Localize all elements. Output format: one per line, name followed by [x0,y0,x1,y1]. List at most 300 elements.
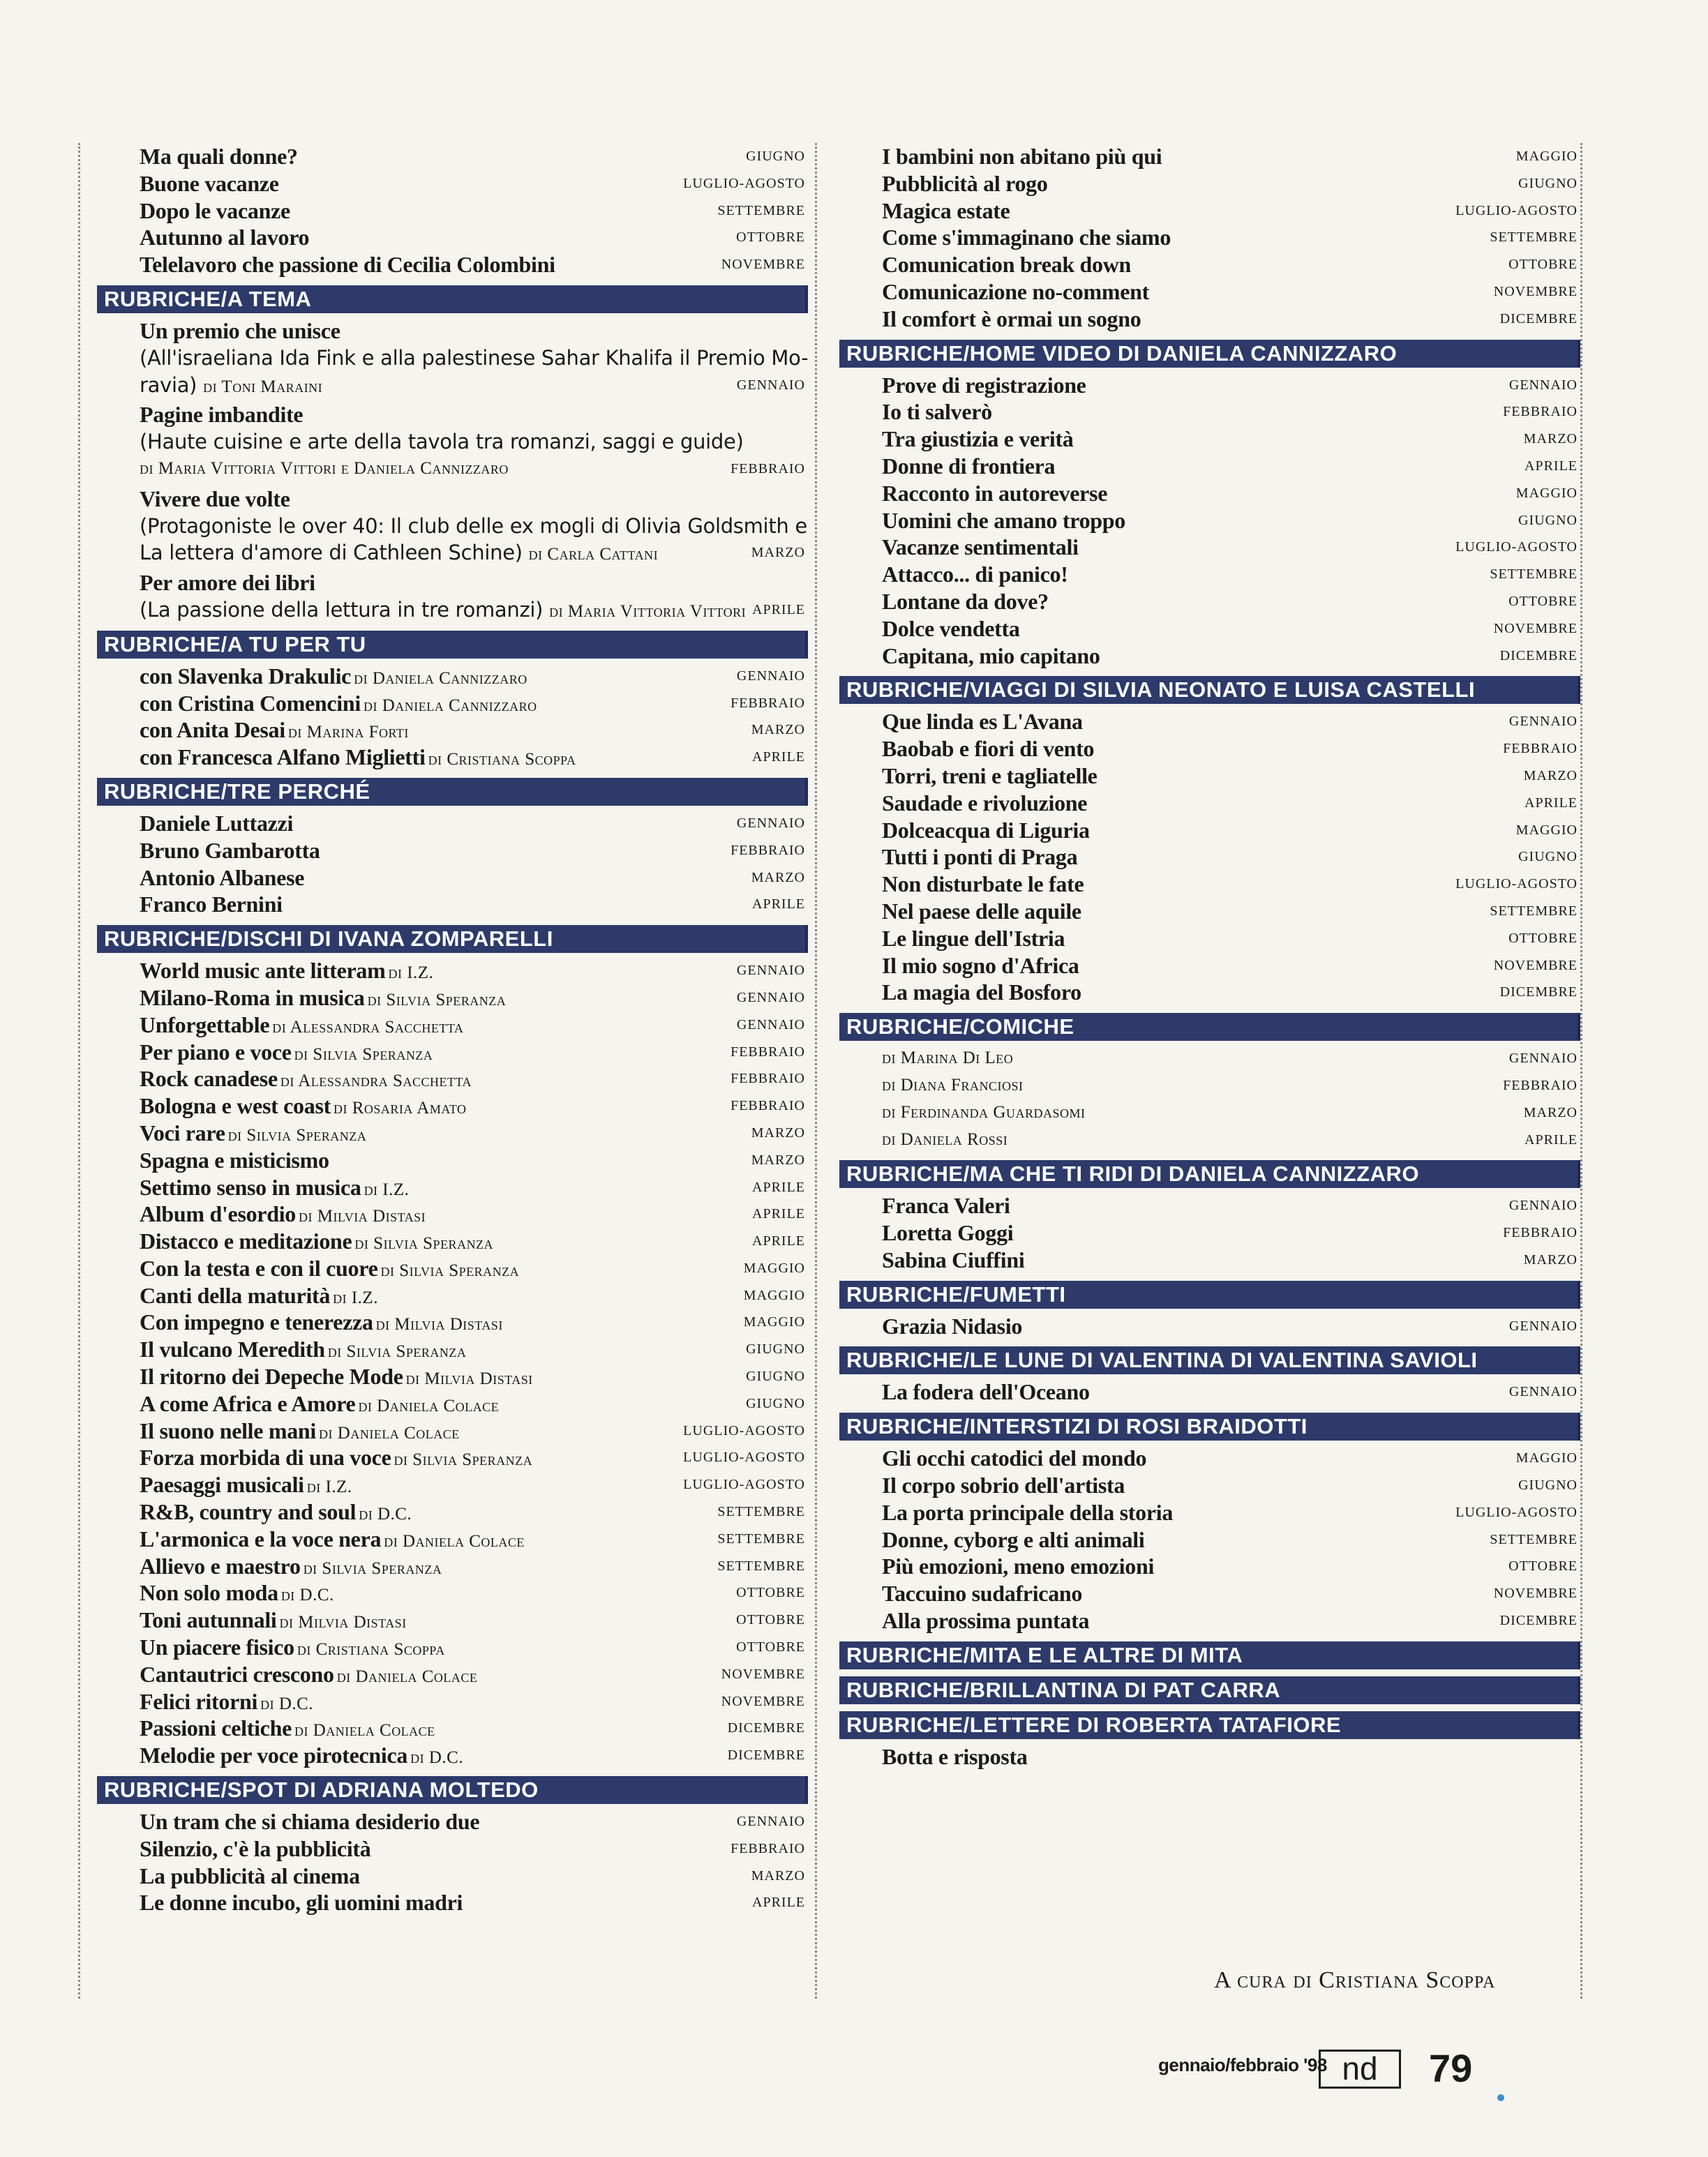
list-item [839,398,1580,426]
entry-title: Alla prossima puntata [882,1608,1090,1634]
list-item [97,1282,808,1309]
entry-month: GIUGNO [746,149,805,164]
entry-title: Sabina Ciuffini [882,1247,1025,1272]
entry-title: Autunno al lavoro [140,225,310,250]
entry-month: OTTOBRE [736,1612,805,1628]
list-item [839,1526,1580,1554]
list-item [839,1219,1580,1247]
entry-month: MARZO [751,1867,805,1884]
entry-month: MAGGIO [743,1287,805,1303]
entry-month: GENNAIO [736,1016,805,1032]
entry-with-description [97,317,808,398]
list-item [97,1661,808,1688]
entry-author: di Marina Di Leo [882,1049,1014,1068]
page-number: 79 [1429,2046,1473,2090]
entry-month: SETTEMBRE [1490,566,1578,583]
entry-title: Come s'immaginano che siamo [882,225,1171,250]
entry-month: SETTEMBRE [717,1558,805,1574]
entry-title: Allievo e maestro [140,1553,301,1579]
list-item [839,170,1580,197]
entry-list [839,1045,1580,1153]
entry-title: La fodera dell'Oceano [882,1379,1090,1405]
entry-month: MARZO [1523,767,1578,783]
list-item [839,1313,1580,1340]
list-item [839,426,1580,453]
entry-author: di Silvia Speranza [327,1342,467,1362]
description-line [97,596,808,624]
entry-title: Dopo le vacanze [140,197,290,223]
entry-author: di Maria Vittoria Vittori e Daniela Cannizzaro [140,458,509,478]
list-item [97,170,808,197]
list-item [839,1472,1580,1499]
entry-month: APRILE [752,749,805,765]
entry-author: di I.Z. [364,1180,410,1199]
entry-title: R&B, country and soul [140,1499,357,1525]
entry-month: GIUGNO [746,1341,805,1358]
entry-month: GENNAIO [736,963,805,979]
entry-month: NOVEMBRE [721,257,805,273]
entry-author: di I.Z. [333,1288,378,1307]
list-item [839,790,1580,817]
entry-title: Buone vacanze [140,170,279,196]
left-column [78,143,817,1999]
entry-month: LUGLIO-AGOSTO [1455,1504,1578,1520]
list-item [97,1889,808,1916]
entry-author: di Silvia Speranza [367,990,507,1009]
entry-author: di D.C. [410,1748,464,1768]
entry-month: GENNAIO [1508,714,1578,730]
entry-month: GIUGNO [1518,1478,1578,1494]
entry-title: La pubblicità al cinema [140,1863,360,1888]
list-item [97,1835,808,1863]
list-item [97,1579,808,1607]
entry-month: APRILE [752,1895,805,1911]
issue-date: gennaio/febbraio '98 [1158,2054,1327,2075]
entry-month: LUGLIO-AGOSTO [1455,876,1578,892]
entry-month: GIUGNO [1518,175,1578,191]
list-item [839,1127,1580,1154]
entry-month: NOVEMBRE [1493,620,1578,636]
list-item [97,1336,808,1363]
entry-title: Le donne incubo, gli uomini madri [140,1890,463,1916]
entry-title: Uomini che amano troppo [882,507,1125,533]
entry-title: Racconto in autoreverse [882,480,1108,506]
entry-title: La magia del Bosforo [882,979,1081,1005]
list-item [97,1526,808,1553]
list-item [97,486,808,513]
entry-month: DICEMBRE [727,1748,805,1764]
entry-month: LUGLIO-AGOSTO [683,1422,805,1438]
entry-title: Distacco e meditazione [140,1228,352,1254]
entry-title: Il suono nelle mani [140,1418,317,1443]
list-item [839,952,1580,979]
section-header: RUBRICHE/BRILLANTINA DI PAT CARRA [839,1676,1580,1704]
entry-month: OTTOBRE [1508,930,1578,946]
entry-title: Settimo senso in musica [140,1174,361,1200]
list-item [97,744,808,771]
entry-month: OTTOBRE [736,230,805,246]
list-item [97,837,808,864]
entry-author: di Daniela Colace [384,1531,525,1551]
entry-list [839,1743,1580,1771]
entry-list [97,143,808,278]
entry-month: APRILE [752,1233,805,1249]
entry-month: MAGGIO [1515,149,1578,164]
entry-list [839,1192,1580,1273]
entry-author: di Silvia Speranza [394,1450,533,1470]
list-item [97,1039,808,1066]
list-item [839,871,1580,898]
section-header: RUBRICHE/DISCHI DI IVANA ZOMPARELLI [97,925,808,953]
entry-title: Per piano e voce [140,1039,292,1065]
list-item [97,1808,808,1835]
entry-title: Non solo moda [140,1580,278,1606]
entry-title: Que linda es L'Avana [882,709,1083,735]
entry-month: GENNAIO [736,989,805,1005]
entry-author: di Silvia Speranza [303,1558,442,1578]
list-item [839,979,1580,1006]
entry-list [839,372,1580,670]
entry-month: MAGGIO [743,1314,805,1330]
entry-author: di Milvia Distasi [299,1207,426,1226]
entry-month: GENNAIO [1508,377,1578,393]
entry-month: FEBBRAIO [731,1044,805,1060]
list-item [839,507,1580,534]
entry-title: Vivere due volte [140,486,290,511]
entry-title: Ma quali donne? [140,144,298,169]
entry-month: LUGLIO-AGOSTO [683,1477,805,1493]
entry-title: Spagna e misticismo [140,1147,329,1173]
entry-list [839,1313,1580,1340]
entry-title: Io ti salverò [882,399,992,425]
entry-title: Bologna e west coast [140,1093,331,1119]
list-item [839,1743,1580,1771]
list-item [97,569,808,596]
entry-title: Melodie per voce pirotecnica [140,1743,408,1768]
entry-month: MAGGIO [743,1260,805,1276]
entry-author: di Milvia Distasi [375,1315,503,1335]
entry-title: Prove di registrazione [882,372,1086,398]
list-item [97,1634,808,1661]
entry-title: Forza morbida di una voce [140,1445,391,1471]
entry-month: NOVEMBRE [1493,283,1578,299]
list-item [839,925,1580,952]
entry-month: SETTEMBRE [717,202,805,218]
section-header: RUBRICHE/VIAGGI DI SILVIA NEONATO E LUISA CASTELLI [839,676,1580,704]
entry-month: OTTOBRE [1508,257,1578,273]
entry-month: FEBBRAIO [731,842,805,858]
list-item [97,1255,808,1282]
list-item [839,1072,1580,1099]
list-item [97,1742,808,1769]
decorative-dot [1497,2094,1504,2101]
list-item [97,251,808,278]
list-item [97,1147,808,1174]
description-line [97,539,808,566]
entry-title: Un piacere fisico [140,1634,294,1660]
entry-month: MAGGIO [1515,1450,1578,1466]
entry-month: FEBBRAIO [731,1840,805,1856]
entry-description: (La passione della lettura in tre romanzi) [140,597,550,622]
entry-author: di Diana Franciosi [882,1075,1024,1095]
section-header: RUBRICHE/COMICHE [839,1013,1580,1041]
entry-title: Con impegno e tenerezza [140,1309,373,1335]
entry-month: FEBBRAIO [731,460,805,476]
entry-title: Capitana, mio capitano [882,642,1100,668]
entry-title: Passioni celtiche [140,1715,292,1741]
entry-description: ravia) [140,373,204,397]
entry-month: GIUGNO [1518,512,1578,528]
entry-month: OTTOBRE [736,1639,805,1655]
section-header: RUBRICHE/MA CHE TI RIDI DI DANIELA CANNIZZARO [839,1160,1580,1188]
entry-list [839,143,1580,333]
list-item [97,1688,808,1715]
list-item [839,306,1580,333]
list-item [97,143,808,170]
entry-month: NOVEMBRE [1493,957,1578,973]
entry-month: NOVEMBRE [721,1693,805,1709]
section-header: RUBRICHE/A TEMA [97,285,808,313]
entry-author: di Daniela Colace [319,1423,460,1443]
entry-author: di Ferdinanda Guardasomi [882,1102,1086,1122]
entry-title: Rock canadese [140,1066,278,1092]
entry-month: MAGGIO [1515,485,1578,501]
entry-title: Franco Bernini [140,892,283,917]
entry-month: SETTEMBRE [1490,903,1578,919]
list-item [839,1192,1580,1219]
entry-title: Comunication break down [882,252,1132,278]
entry-month: APRILE [1525,458,1578,474]
list-item [839,735,1580,762]
entry-month: FEBBRAIO [731,695,805,711]
right-column [827,143,1582,1999]
entry-title: Torri, treni e tagliatelle [882,762,1098,788]
entry-title: Un tram che si chiama desiderio due [140,1809,480,1835]
entry-title: I bambini non abitano più qui [882,144,1162,169]
entry-month: GENNAIO [1508,1318,1578,1334]
entry-title: Saudade e rivoluzione [882,790,1088,816]
list-item [97,1201,808,1228]
entry-author: di Alessandra Sacchetta [280,1072,472,1091]
entry-title: Album d'esordio [140,1201,296,1227]
entry-month: MARZO [751,545,805,561]
entry-title: Felici ritorni [140,1688,258,1714]
list-item [839,1499,1580,1526]
list-item [97,663,808,690]
entry-title: Donne, cyborg e alti animali [882,1526,1145,1552]
entry-title: Toni autunnali [140,1607,277,1633]
entry-month: OTTOBRE [1508,1558,1578,1574]
description-line [97,456,808,483]
list-item [97,984,808,1012]
entry-month: MARZO [1523,1252,1578,1268]
entry-title: Nel paese delle aquile [882,898,1081,924]
section-header: RUBRICHE/INTERSTIZI DI ROSI BRAIDOTTI [839,1413,1580,1441]
entry-title: Lontane da dove? [882,588,1049,614]
entry-month: GENNAIO [736,1814,805,1830]
entry-title: L'armonica e la voce nera [140,1526,382,1551]
list-item [97,224,808,251]
entry-month: LUGLIO-AGOSTO [1455,539,1578,555]
entry-month: FEBBRAIO [731,1098,805,1114]
entry-title: Unforgettable [140,1012,270,1037]
entry-month: GIUGNO [1518,849,1578,865]
entry-author: di Silvia Speranza [380,1261,520,1280]
entry-title: Non disturbate le fate [882,871,1084,897]
list-item [839,1099,1580,1127]
entry-title: con Francesca Alfano Miglietti [140,744,426,770]
list-item [97,1120,808,1147]
list-item [97,1092,808,1120]
entry-month: LUGLIO-AGOSTO [683,175,805,191]
list-item [97,1390,808,1418]
entry-author: di Milvia Distasi [279,1613,407,1632]
entry-title: Il corpo sobrio dell'artista [882,1473,1125,1498]
entry-author: di Milvia Distasi [405,1369,533,1389]
entry-month: GENNAIO [1508,1198,1578,1214]
entry-month: GIUGNO [746,1395,805,1411]
entry-title: Il mio sogno d'Africa [882,952,1079,978]
entry-title: Un premio che unisce [140,317,340,343]
entry-title: World music ante litteram [140,958,386,984]
entry-author: di Alessandra Sacchetta [272,1017,464,1037]
entry-month: SETTEMBRE [717,1504,805,1520]
list-item [97,1174,808,1201]
entry-month: GENNAIO [736,668,805,684]
entry-title: Pagine imbandite [140,402,304,428]
entry-title: Con la testa e con il cuore [140,1255,378,1281]
entry-list [839,1378,1580,1406]
entry-author: di D.C. [280,1586,334,1605]
section-header: RUBRICHE/TRE PERCHÉ [97,778,808,806]
entry-title: Vacanze sentimentali [882,534,1079,560]
entry-author: di Daniela Colace [358,1396,500,1415]
entry-title: A come Africa e Amore [140,1390,356,1416]
list-item [839,143,1580,170]
list-item [97,957,808,984]
list-item [97,1715,808,1742]
entry-month: OTTOBRE [736,1585,805,1601]
section-header: RUBRICHE/LETTERE DI ROBERTA TATAFIORE [839,1711,1580,1739]
description-line [97,372,808,399]
entry-title: Tra giustizia e verità [882,426,1074,452]
entry-title: Le lingue dell'Istria [882,925,1065,951]
list-item [97,197,808,225]
entry-month: MARZO [751,1152,805,1168]
entry-month: APRILE [752,896,805,912]
entry-title: Grazia Nidasio [882,1313,1023,1339]
entry-title: La porta principale della storia [882,1499,1174,1525]
entry-with-description [97,486,808,566]
section-header: RUBRICHE/LE LUNE DI VALENTINA DI VALENTINA SAVIOLI [839,1346,1580,1374]
entry-list [97,810,808,918]
entry-author: di Daniela Cannizzaro [354,668,527,688]
entry-month: FEBBRAIO [1503,741,1578,757]
entry-title: Pubblicità al rogo [882,170,1048,196]
entry-with-description [97,569,808,624]
entry-month: MAGGIO [1515,822,1578,838]
entry-month: GENNAIO [736,815,805,831]
entry-title: Canti della maturità [140,1282,331,1308]
list-item [839,762,1580,790]
entry-title: Paesaggi musicali [140,1472,304,1498]
list-item [97,810,808,837]
entry-author: di Cristiana Scoppa [297,1640,445,1660]
list-item [97,1553,808,1580]
entry-title: Cantautrici crescono [140,1661,334,1687]
list-item [97,1863,808,1890]
list-item [839,278,1580,306]
entry-title: Magica estate [882,197,1010,223]
entry-title: Il ritorno dei Depeche Mode [140,1364,403,1390]
entry-month: FEBBRAIO [1503,1225,1578,1241]
list-item [97,1228,808,1255]
entry-list [97,1808,808,1916]
entry-title: Botta e risposta [882,1743,1028,1769]
list-item [97,1498,808,1526]
editor-credit: A cura di Cristiana Scoppa [1214,1967,1496,1993]
entry-list [839,1445,1580,1634]
list-item [839,534,1580,561]
entry-month: APRILE [752,1179,805,1195]
list-item [839,1378,1580,1406]
entry-author: di Daniela Cannizzaro [363,696,537,715]
entry-title: Baobab e fiori di vento [882,736,1095,762]
entry-title: Dolce vendetta [882,615,1020,641]
entry-title: Voci rare [140,1120,225,1145]
entry-title: Bruno Gambarotta [140,837,320,863]
list-item [839,1553,1580,1580]
entry-title: Telelavoro che passione di Cecilia Colombini [140,252,555,278]
description-line [97,428,808,456]
list-item [839,898,1580,925]
entry-description: La lettera d'amore di Cathleen Schine) [140,541,529,565]
entry-month: MARZO [1523,1104,1578,1120]
list-item [839,642,1580,670]
entry-month: NOVEMBRE [721,1666,805,1682]
list-item [97,864,808,892]
list-item [97,1309,808,1336]
entry-month: GENNAIO [736,377,805,393]
list-item [97,891,808,918]
entry-title: Milano-Roma in musica [140,984,365,1010]
list-item [839,251,1580,278]
list-item [839,561,1580,588]
entry-author: di D.C. [359,1505,412,1524]
section-header: RUBRICHE/HOME VIDEO DI DANIELA CANNIZZARO [839,340,1580,368]
entry-author: di Rosaria Amato [333,1099,467,1118]
entry-author: di Silvia Speranza [227,1125,367,1145]
list-item [97,1065,808,1092]
entry-title: Più emozioni, meno emozioni [882,1554,1155,1579]
entry-author: di D.C. [260,1694,314,1713]
entry-month: APRILE [752,601,805,617]
list-item [97,1418,808,1445]
entry-title: Loretta Goggi [882,1220,1014,1246]
list-item [839,817,1580,844]
entry-title: Daniele Luttazzi [140,810,294,836]
entry-author: di Maria Vittoria Vittori [549,601,747,621]
entry-month: MARZO [751,1125,805,1141]
entry-month: LUGLIO-AGOSTO [1455,202,1578,218]
entry-title: Attacco... di panico! [882,562,1068,587]
entry-month: FEBBRAIO [731,1071,805,1087]
entry-title: con Cristina Comencini [140,690,361,716]
entry-author: di Silvia Speranza [294,1044,433,1064]
entry-month: APRILE [1525,1132,1578,1148]
entry-month: SETTEMBRE [1490,1531,1578,1547]
entry-author: di Silvia Speranza [354,1234,494,1254]
